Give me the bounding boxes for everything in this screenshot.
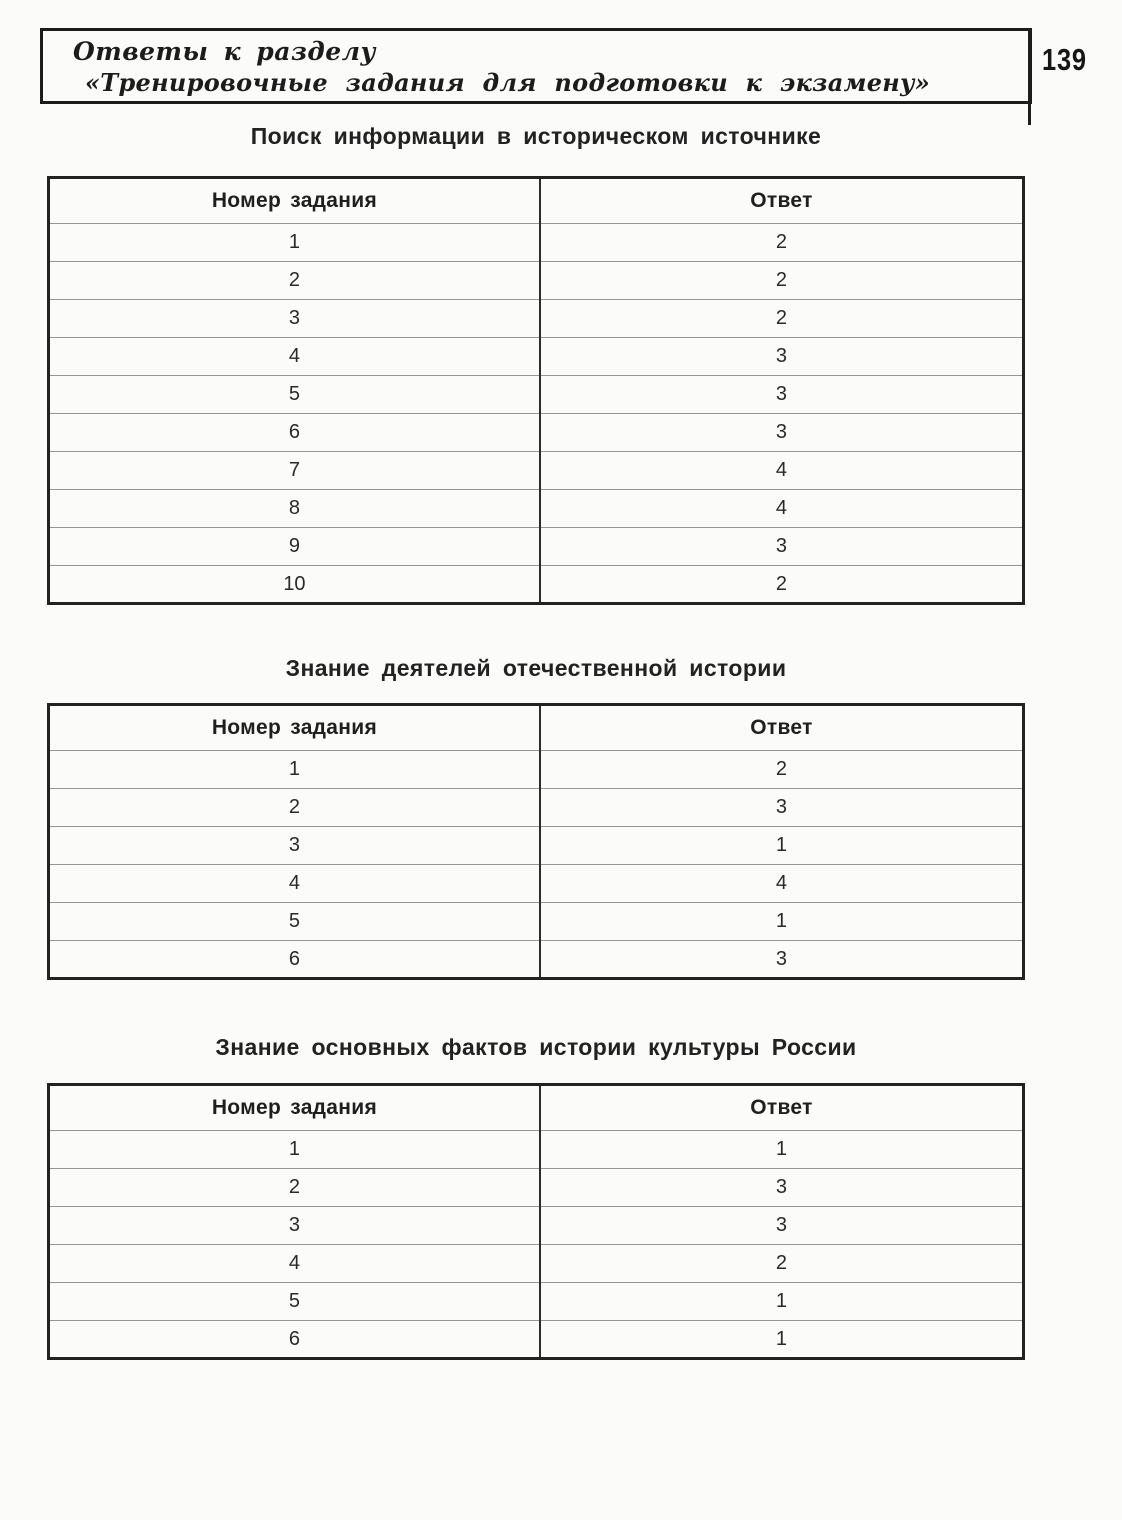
table-row [49, 490, 1024, 528]
task-number-cell: 1 [49, 751, 540, 789]
table-row [49, 262, 1024, 300]
table-row [49, 1283, 1024, 1321]
table-row [49, 376, 1024, 414]
table-row [49, 566, 1024, 604]
task-number-cell: 2 [49, 789, 540, 827]
section-header-box [40, 28, 1032, 104]
task-number-cell: 4 [49, 1245, 540, 1283]
table-row [49, 865, 1024, 903]
table-row [49, 789, 1024, 827]
task-number-cell: 1 [49, 1131, 540, 1169]
answer-cell: 3 [540, 376, 1024, 414]
answer-cell: 4 [540, 865, 1024, 903]
column-header-answer: Ответ [540, 705, 1024, 751]
page-number: 139 [1042, 42, 1087, 77]
table-header-row [49, 178, 1024, 224]
column-header-task-number: Номер задания [211, 1096, 378, 1119]
task-number-cell: 7 [49, 452, 540, 490]
header-title-line2: «Тренировочные задания для подготовки к экзамену» [85, 68, 931, 97]
task-number-cell: 3 [49, 300, 540, 338]
section-title-historical-figures: Знание деятелей отечественной истории [285, 655, 787, 681]
task-number-cell: 4 [49, 865, 540, 903]
answer-cell: 2 [540, 262, 1024, 300]
answers-table-culture-facts [47, 1083, 1025, 1360]
table-row [49, 1169, 1024, 1207]
task-number-cell: 6 [49, 414, 540, 452]
table-row [49, 528, 1024, 566]
section-title-source-info: Поиск информации в историческом источнике [250, 123, 822, 149]
task-number-cell: 2 [49, 262, 540, 300]
answer-cell: 3 [540, 941, 1024, 979]
table-row [49, 827, 1024, 865]
answer-cell: 3 [540, 789, 1024, 827]
column-header-task-number: Номер задания [211, 189, 378, 212]
table-row [49, 300, 1024, 338]
task-number-cell: 5 [49, 1283, 540, 1321]
table-row [49, 414, 1024, 452]
task-number-cell: 2 [49, 1169, 540, 1207]
column-header-task-number: Номер задания [211, 716, 378, 739]
column-header-answer: Ответ [540, 178, 1024, 224]
answer-cell: 2 [540, 566, 1024, 604]
task-number-cell: 3 [49, 827, 540, 865]
answers-table-source-info [47, 176, 1025, 605]
table-row [49, 1245, 1024, 1283]
task-number-cell: 3 [49, 1207, 540, 1245]
task-number-cell: 5 [49, 903, 540, 941]
task-number-cell: 10 [49, 566, 540, 604]
answer-cell: 3 [540, 338, 1024, 376]
task-number-cell: 9 [49, 528, 540, 566]
section-title-culture-facts: Знание основных фактов истории культуры России [215, 1034, 857, 1060]
table-row [49, 1321, 1024, 1359]
column-header-answer: Ответ [540, 1085, 1024, 1131]
table-header-row [49, 705, 1024, 751]
task-number-cell: 6 [49, 1321, 540, 1359]
answer-cell: 1 [540, 1283, 1024, 1321]
answer-cell: 2 [540, 1245, 1024, 1283]
table-row [49, 338, 1024, 376]
table-row [49, 903, 1024, 941]
answer-cell: 2 [540, 224, 1024, 262]
answers-table-historical-figures [47, 703, 1025, 980]
task-number-cell: 8 [49, 490, 540, 528]
task-number-cell: 5 [49, 376, 540, 414]
header-vertical-rule [1028, 30, 1031, 125]
table-row [49, 224, 1024, 262]
answer-cell: 2 [540, 751, 1024, 789]
answer-cell: 3 [540, 1169, 1024, 1207]
header-title-line1: Ответы к разделу [73, 37, 376, 66]
answer-cell: 1 [540, 827, 1024, 865]
answer-cell: 4 [540, 452, 1024, 490]
table-row [49, 1207, 1024, 1245]
table-row [49, 751, 1024, 789]
answer-cell: 4 [540, 490, 1024, 528]
task-number-cell: 4 [49, 338, 540, 376]
task-number-cell: 1 [49, 224, 540, 262]
answer-cell: 2 [540, 300, 1024, 338]
table-row [49, 452, 1024, 490]
table-row [49, 1131, 1024, 1169]
table-header-row [49, 1085, 1024, 1131]
table-row [49, 941, 1024, 979]
task-number-cell: 6 [49, 941, 540, 979]
answer-cell: 1 [540, 903, 1024, 941]
answer-cell: 3 [540, 528, 1024, 566]
answer-cell: 1 [540, 1131, 1024, 1169]
answer-cell: 1 [540, 1321, 1024, 1359]
answer-cell: 3 [540, 1207, 1024, 1245]
answer-cell: 3 [540, 414, 1024, 452]
